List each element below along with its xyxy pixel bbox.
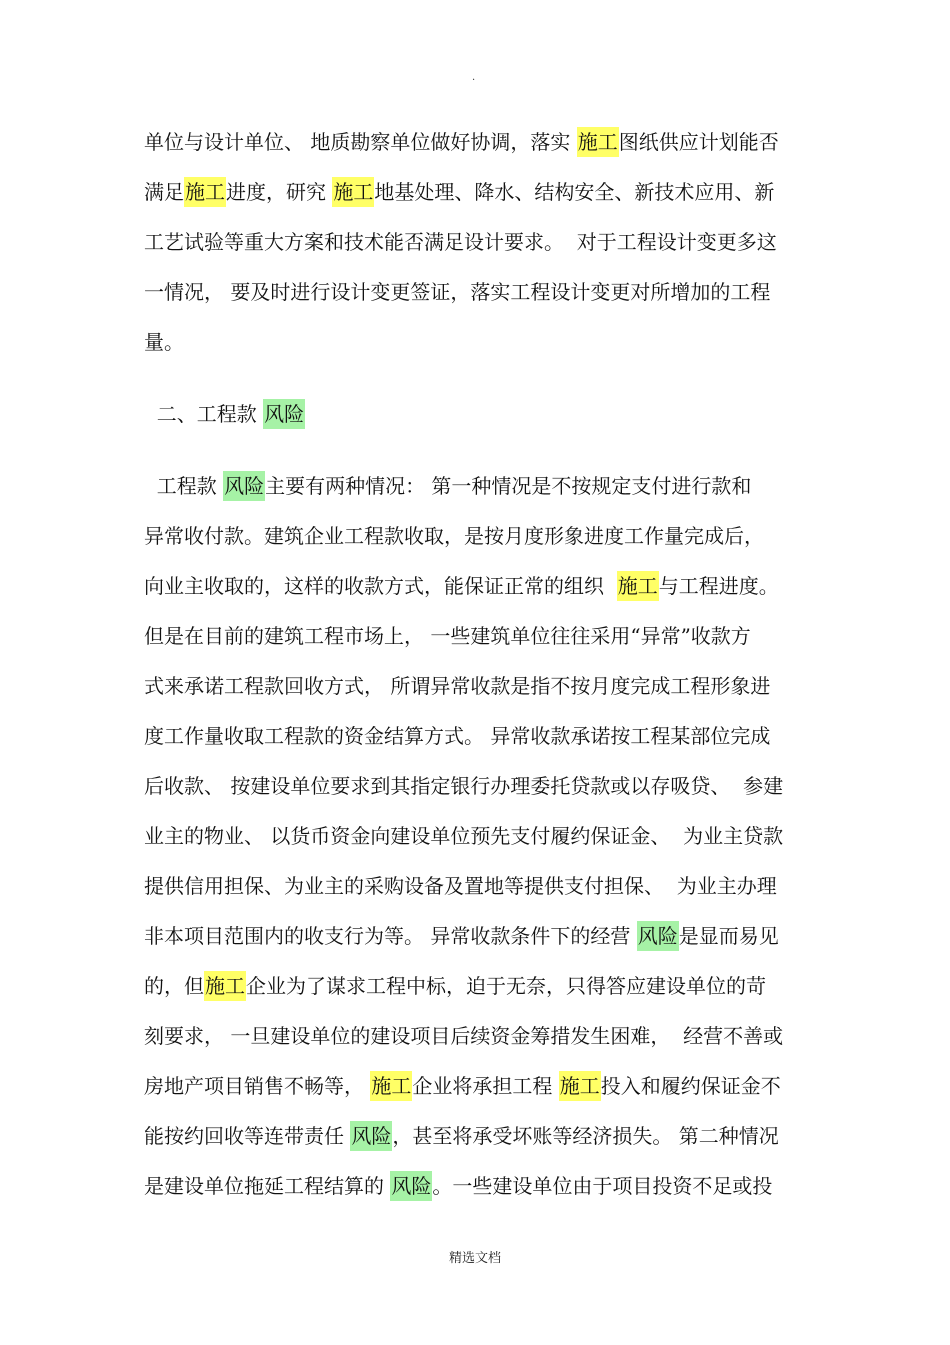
text-line xyxy=(144,722,770,750)
highlighted-keyword: 风险 xyxy=(637,921,679,951)
text-segment: 异常收付款。建筑企业工程款收取，是按月度形象进度工作量完成后， xyxy=(144,524,764,548)
text-segment: 能按约回收等连带责任 xyxy=(144,1124,351,1148)
text-segment: 但是在目前的建筑工程市场上， 一些建筑单位往往采用“异常”收款方 xyxy=(144,624,751,648)
text-segment: 房地产项目销售不畅等， xyxy=(144,1074,371,1098)
text-line xyxy=(144,872,777,900)
text-line xyxy=(144,128,779,156)
text-line xyxy=(144,822,783,850)
text-line xyxy=(144,278,770,306)
text-segment: 工程款 xyxy=(144,474,224,498)
text-line xyxy=(144,228,777,256)
text-segment: 非本项目范围内的收支行为等。 异常收款条件下的经营 xyxy=(144,924,637,948)
highlighted-keyword: 施工 xyxy=(204,971,246,1001)
text-line xyxy=(144,772,783,800)
text-segment: 。一些建设单位由于项目投资不足或投 xyxy=(432,1174,773,1198)
text-segment: ，甚至将承受坏账等经济损失。 第二种情况 xyxy=(392,1124,779,1148)
text-line xyxy=(144,1172,772,1200)
text-segment: 一情况， 要及时进行设计变更签证，落实工程设计变更对所增加的工程 xyxy=(144,280,771,304)
text-segment: 度工作量收取工程款的资金结算方式。 异常收款承诺按工程某部位完成 xyxy=(144,724,771,748)
highlighted-keyword: 施工 xyxy=(559,1071,601,1101)
highlighted-keyword: 风险 xyxy=(350,1121,392,1151)
text-line xyxy=(144,922,779,950)
text-line xyxy=(144,522,764,550)
text-segment: 与工程进度。 xyxy=(658,574,779,598)
text-segment: 企业为了谋求工程中标，迫于无奈，只得答应建设单位的苛 xyxy=(246,974,766,998)
highlighted-keyword: 施工 xyxy=(370,1071,412,1101)
highlighted-keyword: 施工 xyxy=(184,177,226,207)
highlighted-keyword: 施工 xyxy=(332,177,374,207)
highlighted-keyword: 施工 xyxy=(577,127,619,157)
text-line xyxy=(144,972,766,1000)
text-segment: 刻要求， 一旦建设单位的建设项目后续资金筹措发生困难， 经营不善或 xyxy=(144,1024,784,1048)
highlighted-keyword: 施工 xyxy=(617,571,659,601)
text-segment: 的，但 xyxy=(144,974,204,998)
text-segment: 进度，研究 xyxy=(226,180,333,204)
highlighted-keyword: 风险 xyxy=(263,399,305,429)
text-line xyxy=(144,1022,783,1050)
page-marker-dot: . xyxy=(472,72,476,83)
text-segment: 图纸供应计划能否 xyxy=(618,130,779,154)
text-line xyxy=(144,572,779,600)
text-segment: 单位与设计单位、 地质勘察单位做好协调，落实 xyxy=(144,130,577,154)
text-line xyxy=(144,400,305,428)
text-segment: 业主的物业、 以货币资金向建设单位预先支付履约保证金、 为业主贷款 xyxy=(144,824,784,848)
text-segment: 向业主收取的，这样的收款方式，能保证正常的组织 xyxy=(144,574,617,598)
text-segment: 后收款、 按建设单位要求到其指定银行办理委托贷款或以存吸贷、 参建 xyxy=(144,774,784,798)
text-line xyxy=(144,472,751,500)
highlighted-keyword: 风险 xyxy=(390,1171,432,1201)
page-footer: 精选文档 xyxy=(448,1251,501,1266)
text-segment: 投入和履约保证金不 xyxy=(600,1074,781,1098)
text-segment: 主要有两种情况： 第一种情况是不按规定支付进行款和 xyxy=(265,474,752,498)
text-line xyxy=(144,672,770,700)
text-line xyxy=(144,178,774,206)
text-segment: 企业将承担工程 xyxy=(412,1074,559,1098)
text-segment: 二、工程款 xyxy=(144,402,264,426)
text-segment: 提供信用担保、为业主的采购设备及置地等提供支付担保、 为业主办理 xyxy=(144,874,777,898)
text-segment: 工艺试验等重大方案和技术能否满足设计要求。 对于工程设计变更多这 xyxy=(144,230,777,254)
highlighted-keyword: 风险 xyxy=(223,471,265,501)
text-segment: 式来承诺工程款回收方式， 所谓异常收款是指不按月度完成工程形象进 xyxy=(144,674,771,698)
text-line xyxy=(144,1072,781,1100)
text-segment: 地基处理、降水、结构安全、新技术应用、新 xyxy=(374,180,775,204)
text-segment: 量。 xyxy=(144,330,184,354)
text-line xyxy=(144,328,184,356)
text-segment: 满足 xyxy=(144,180,184,204)
text-segment: 是显而易见 xyxy=(678,924,779,948)
text-line xyxy=(144,622,751,650)
text-line xyxy=(144,1122,779,1150)
text-segment: 是建设单位拖延工程结算的 xyxy=(144,1174,391,1198)
